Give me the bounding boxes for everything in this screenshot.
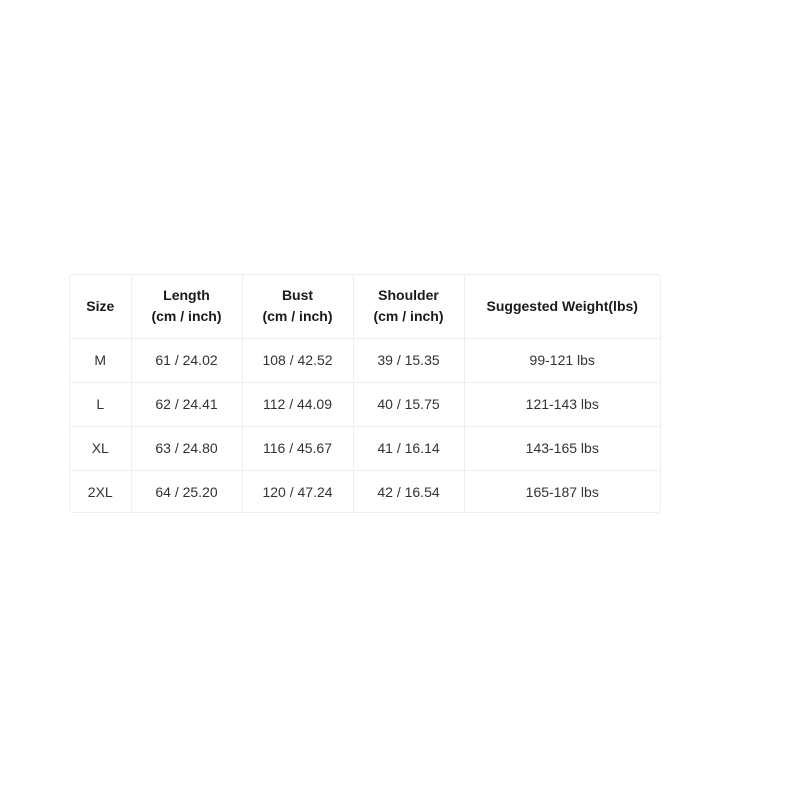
header-bust (242, 275, 353, 338)
table-row (70, 470, 660, 513)
table-row (70, 338, 660, 382)
cell-suggested-weight: 165-187 lbs (525, 484, 599, 501)
cell-bust: 116 / 45.67 (242, 426, 353, 470)
table-body (70, 338, 660, 513)
cell-size: XL (70, 426, 131, 470)
cell-length: 62 / 24.41 (131, 382, 242, 426)
size-chart-table (70, 275, 660, 513)
header-size (70, 275, 131, 338)
cell-bust: 112 / 44.09 (242, 382, 353, 426)
table-row (70, 426, 660, 470)
header-shoulder (353, 275, 464, 338)
cell-bust: 120 / 47.24 (242, 470, 353, 513)
table-row (70, 382, 660, 426)
cell-suggested-weight: 143-165 lbs (464, 426, 660, 470)
cell-size: M (70, 338, 131, 382)
cell-size: 2XL (70, 470, 131, 513)
cell-shoulder: 42 / 16.54 (353, 470, 464, 513)
header-length-unit: (cm / inch) (151, 308, 222, 325)
cell-shoulder: 41 / 16.14 (353, 426, 464, 470)
cell-shoulder: 39 / 15.35 (353, 338, 464, 382)
cell-size: L (70, 382, 131, 426)
header-length-label: Length (163, 287, 210, 304)
header-size-label: Size (86, 297, 115, 314)
size-chart (69, 274, 661, 513)
cell-suggested-weight: 99-121 lbs (464, 338, 660, 382)
cell-suggested-weight: 121-143 lbs (464, 382, 660, 426)
cell-shoulder: 40 / 15.75 (353, 382, 464, 426)
header-shoulder-unit: (cm / inch) (373, 308, 444, 325)
header-bust-label: Bust (281, 287, 314, 304)
cell-length: 63 / 24.80 (131, 426, 242, 470)
cell-length: 61 / 24.02 (131, 338, 242, 382)
table-header (70, 275, 660, 338)
header-suggested-weight-label: Suggested Weight(lbs) (486, 297, 638, 314)
header-bust-unit: (cm / inch) (262, 308, 333, 325)
cell-length: 64 / 25.20 (131, 470, 242, 513)
header-shoulder-label: Shoulder (378, 287, 439, 304)
header-length (131, 275, 242, 338)
header-suggested-weight (464, 275, 660, 338)
header-row (70, 275, 660, 338)
cell-bust: 108 / 42.52 (242, 338, 353, 382)
